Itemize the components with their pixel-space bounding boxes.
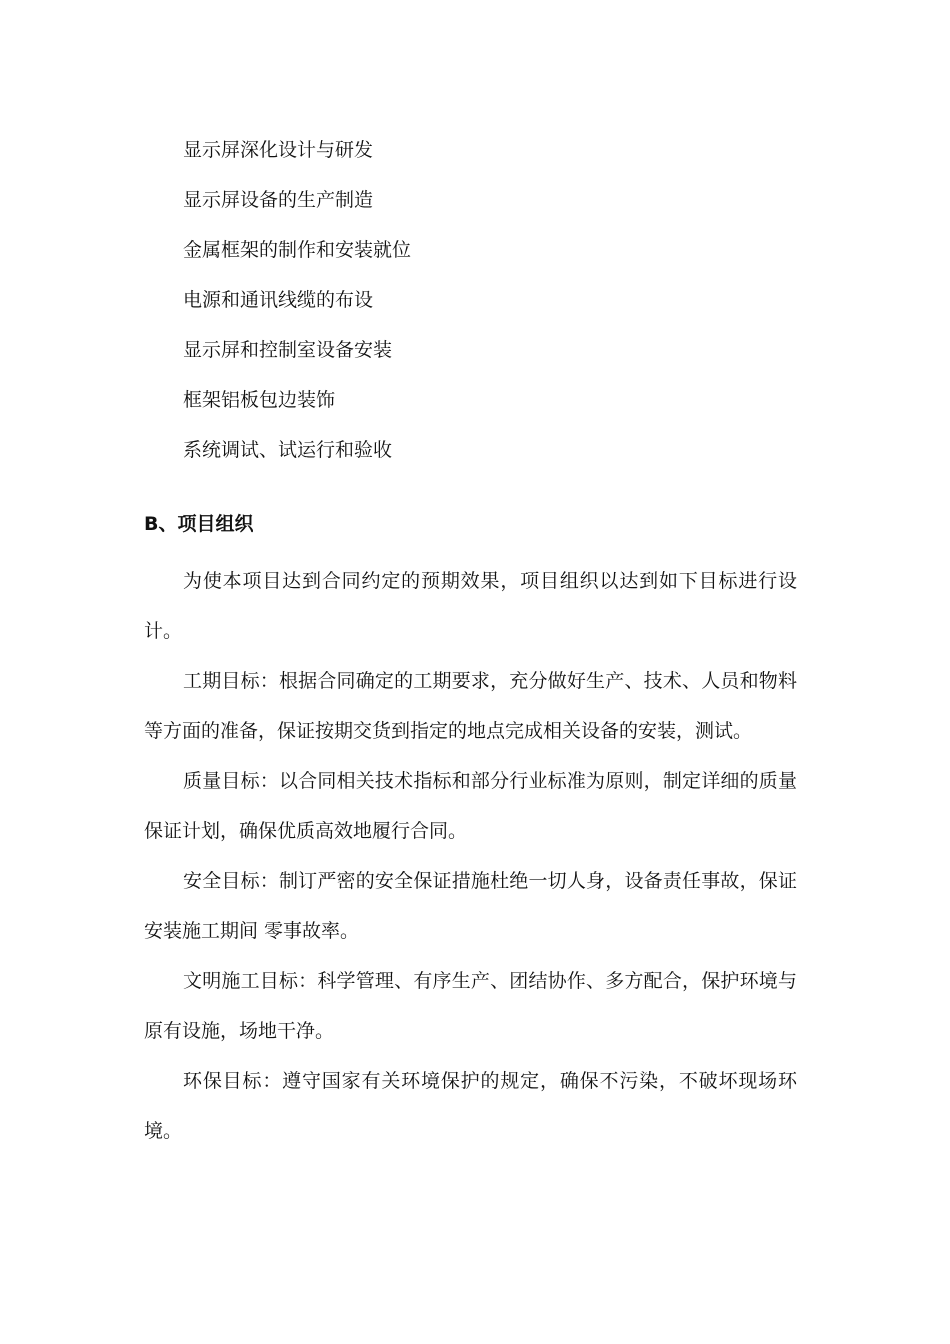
paragraph-safety-goal: 安全目标：制订严密的安全保证措施杜绝一切人身，设备责任事故，保证安装施工期间 零事故率。 [144, 870, 797, 942]
paragraph-quality-goal: 质量目标：以合同相关技术指标和部分行业标准为原则，制定详细的质量保证计划，确保优质高效地履行合同。 [144, 770, 797, 842]
task-item-aluminum-trim: 框架铝板包边装饰 [183, 389, 336, 411]
task-item-frame-installation: 金属框架的制作和安装就位 [183, 239, 412, 261]
task-item-manufacturing: 显示屏设备的生产制造 [183, 189, 374, 211]
task-item-commissioning: 系统调试、试运行和验收 [183, 439, 393, 461]
task-item-cabling: 电源和通讯线缆的布设 [183, 289, 374, 311]
task-item-equipment-installation: 显示屏和控制室设备安装 [183, 339, 393, 361]
paragraph-civilized-construction-goal: 文明施工目标：科学管理、有序生产、团结协作、多方配合，保护环境与原有设施，场地干净。 [144, 970, 797, 1042]
paragraph-schedule-goal: 工期目标：根据合同确定的工期要求，充分做好生产、技术、人员和物料等方面的准备，保证按期交货到指定的地点完成相关设备的安装，测试。 [144, 670, 797, 742]
task-list [183, 132, 823, 482]
task-item-design: 显示屏深化设计与研发 [183, 139, 374, 161]
section-body [144, 556, 797, 1156]
section-heading: B、项目组织 [144, 513, 254, 535]
paragraph-environmental-goal: 环保目标：遵守国家有关环境保护的规定，确保不污染，不破坏现场环境。 [144, 1070, 797, 1142]
paragraph-intro: 为使本项目达到合同约定的预期效果，项目组织以达到如下目标进行设计。 [144, 570, 797, 642]
